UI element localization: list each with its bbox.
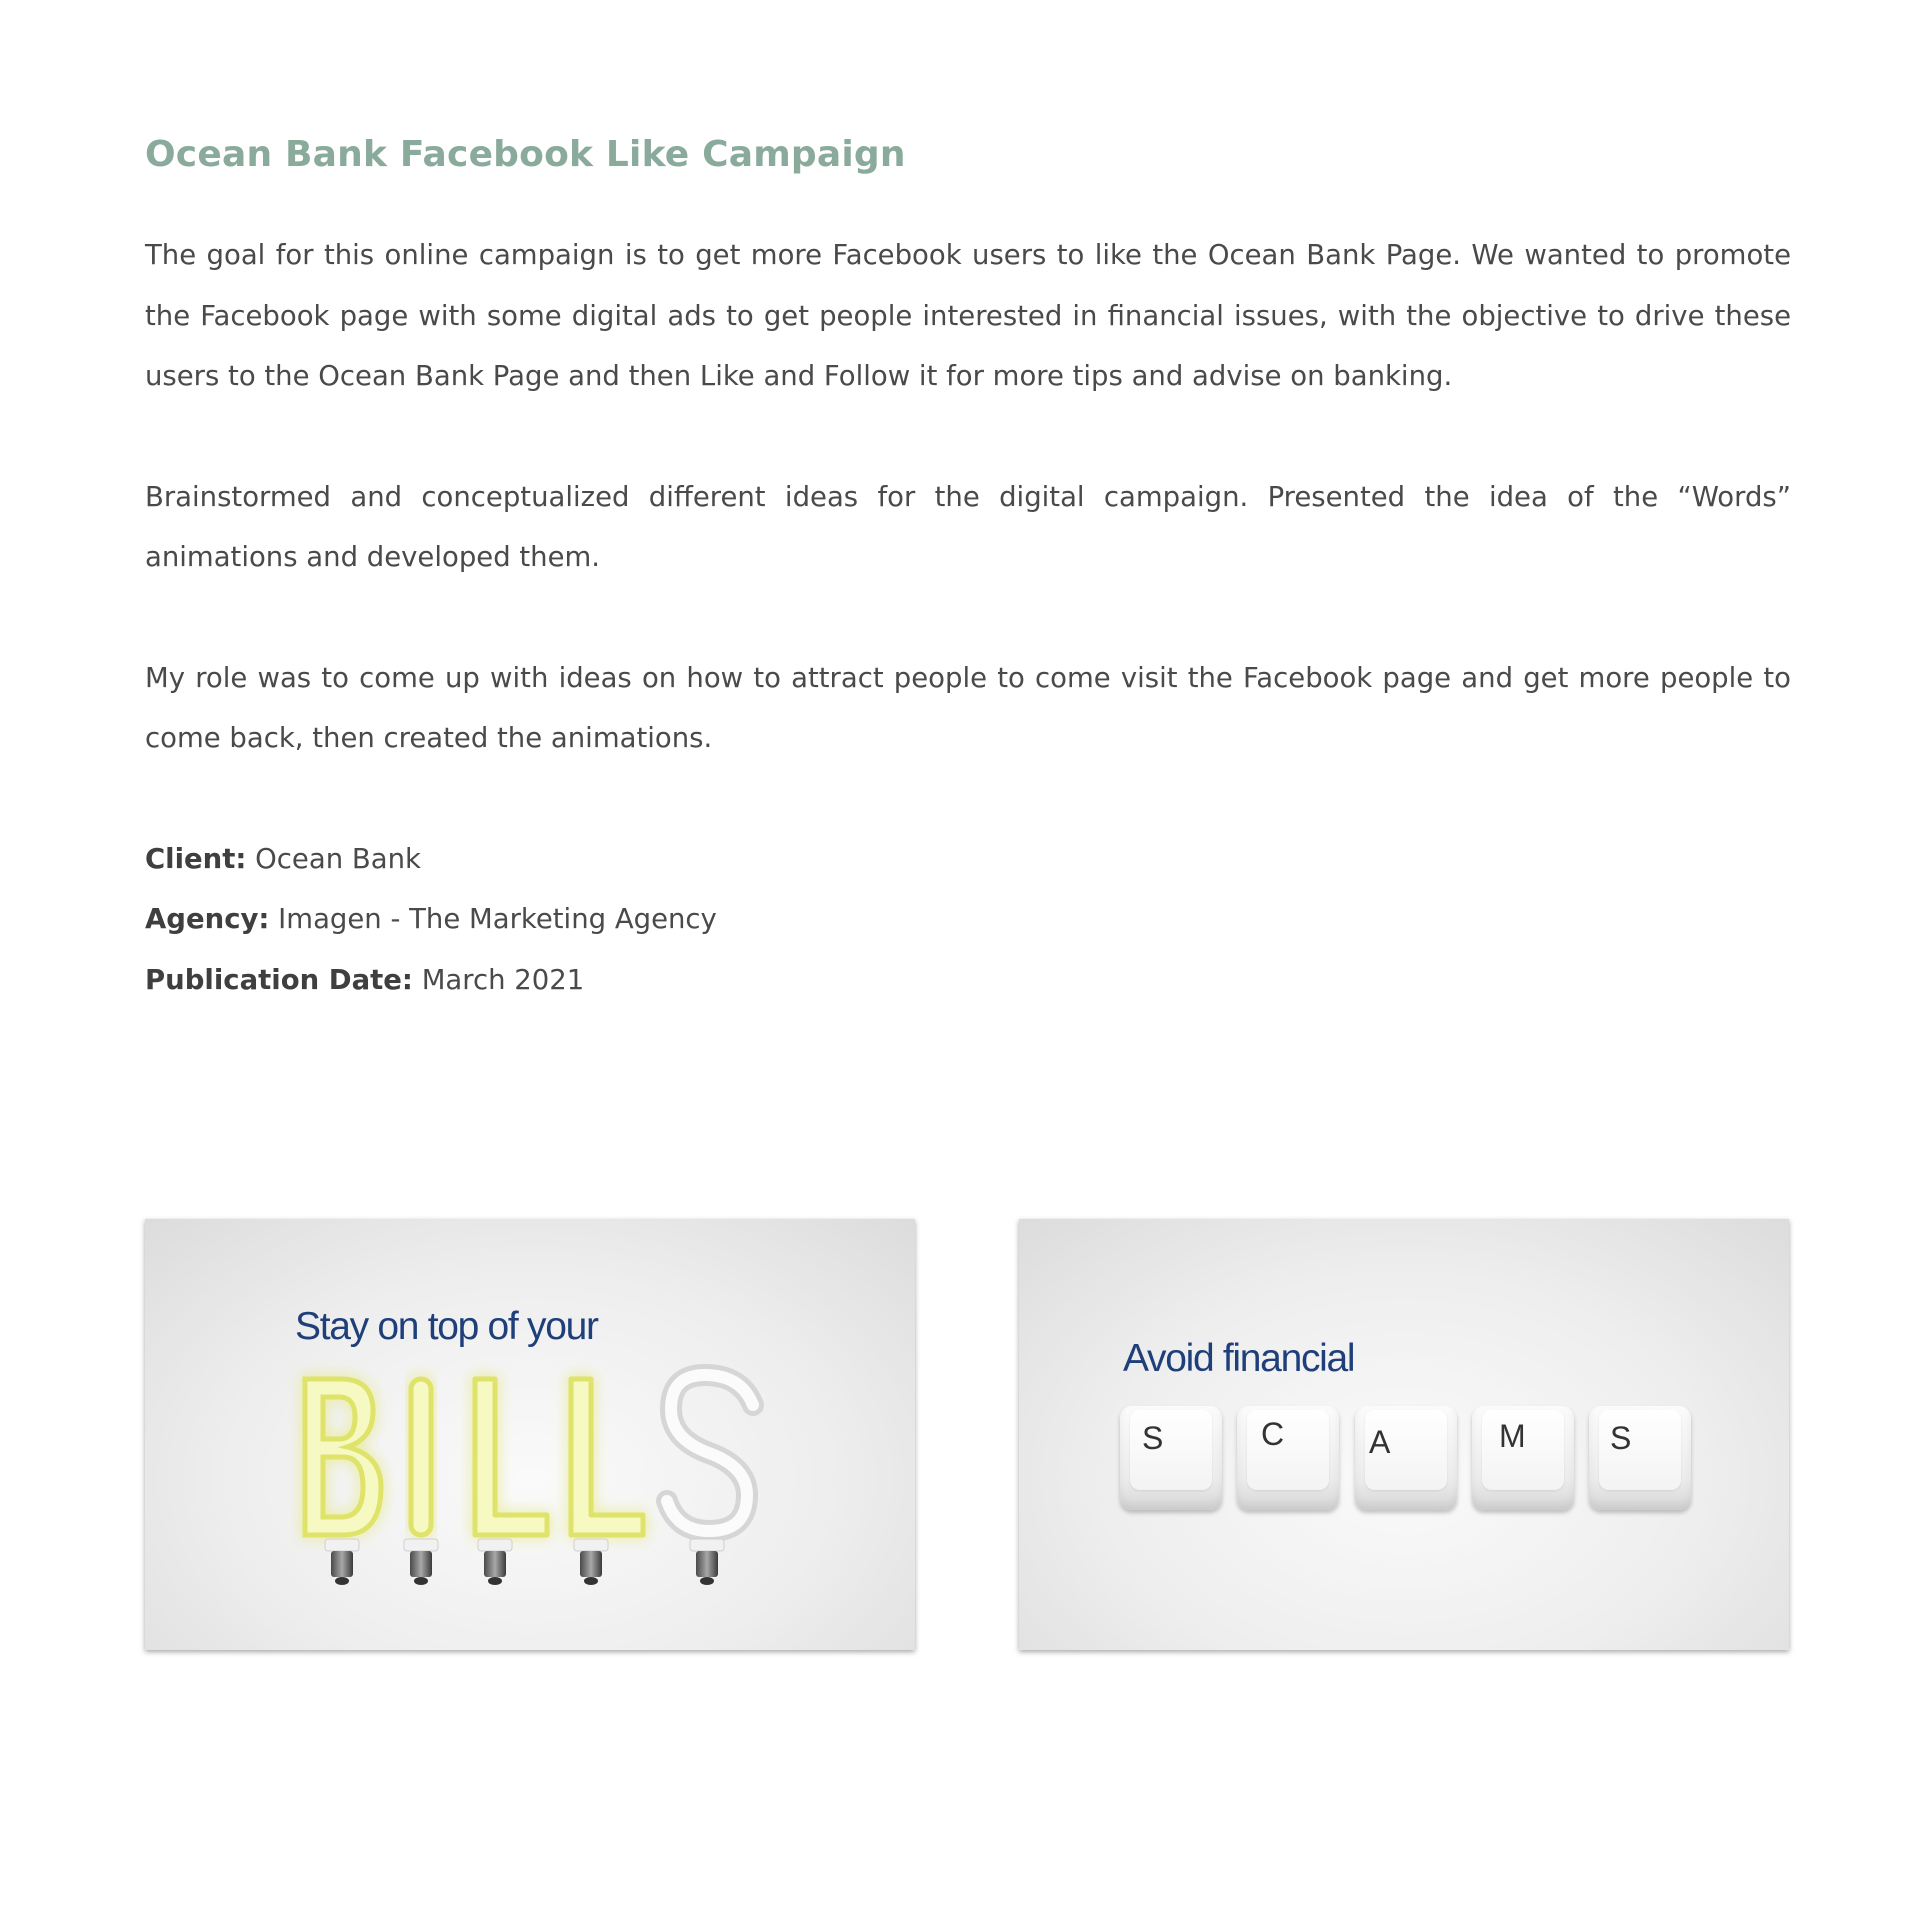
key-cap xyxy=(1247,1410,1329,1490)
key-letter: C xyxy=(1261,1416,1285,1452)
meta-agency-value: Imagen - The Marketing Agency xyxy=(278,903,717,935)
meta-agency xyxy=(145,889,1791,950)
paragraph-role: My role was to come up with ideas on how to attract people to come visit the Facebook page and get more people to come back, then created the animations. xyxy=(145,661,1791,754)
ad-image-scams xyxy=(1019,1219,1789,1650)
ad-image-bills xyxy=(145,1219,915,1650)
paragraph-goal: The goal for this online campaign is to get more Facebook users to like the Ocean Bank Page. We wanted to promote the Facebook page with some digital ads to get people interested in financial issues, with the objective to drive these users to the Ocean Bank Page and then Like and Follow it for more tips and advise on banking. xyxy=(145,239,1791,392)
key-s-last xyxy=(1589,1406,1691,1510)
page-title: Ocean Bank Facebook Like Campaign xyxy=(145,134,906,175)
bills-headline: Stay on top of your xyxy=(295,1305,598,1348)
meta-client xyxy=(145,829,1791,890)
meta-client-label: Client: xyxy=(145,842,247,875)
bills-lightbulb-word xyxy=(285,1359,775,1599)
meta-agency-label: Agency: xyxy=(145,903,270,935)
meta-date xyxy=(145,950,1791,1011)
paragraph-brainstorm: Brainstormed and conceptualized different ideas for the digital campaign. Presented the idea of the “Words” animations and developed them. xyxy=(145,480,1791,573)
key-letter: S xyxy=(1142,1420,1164,1456)
key-letter: S xyxy=(1610,1420,1632,1456)
key-c xyxy=(1237,1406,1339,1510)
bulb-letter-s-unlit xyxy=(667,1375,753,1585)
key-m xyxy=(1472,1406,1574,1510)
bulb-letter-b xyxy=(305,1379,381,1585)
project-meta xyxy=(145,829,1791,1011)
meta-client-value: Ocean Bank xyxy=(255,842,421,875)
meta-date-value: March 2021 xyxy=(421,963,585,996)
bulb-letter-l-first xyxy=(475,1379,547,1585)
content-column xyxy=(145,128,1791,1010)
scams-keyboard-keys xyxy=(1120,1406,1700,1516)
key-letter: A xyxy=(1369,1424,1391,1460)
bulb-letter-i xyxy=(404,1379,438,1585)
meta-date-label: Publication Date: xyxy=(145,963,413,996)
key-a xyxy=(1355,1406,1457,1510)
bulb-letter-l-second xyxy=(571,1379,643,1585)
key-letter: M xyxy=(1499,1418,1526,1454)
key-s-first xyxy=(1120,1406,1222,1510)
scams-headline: Avoid financial xyxy=(1123,1337,1355,1380)
